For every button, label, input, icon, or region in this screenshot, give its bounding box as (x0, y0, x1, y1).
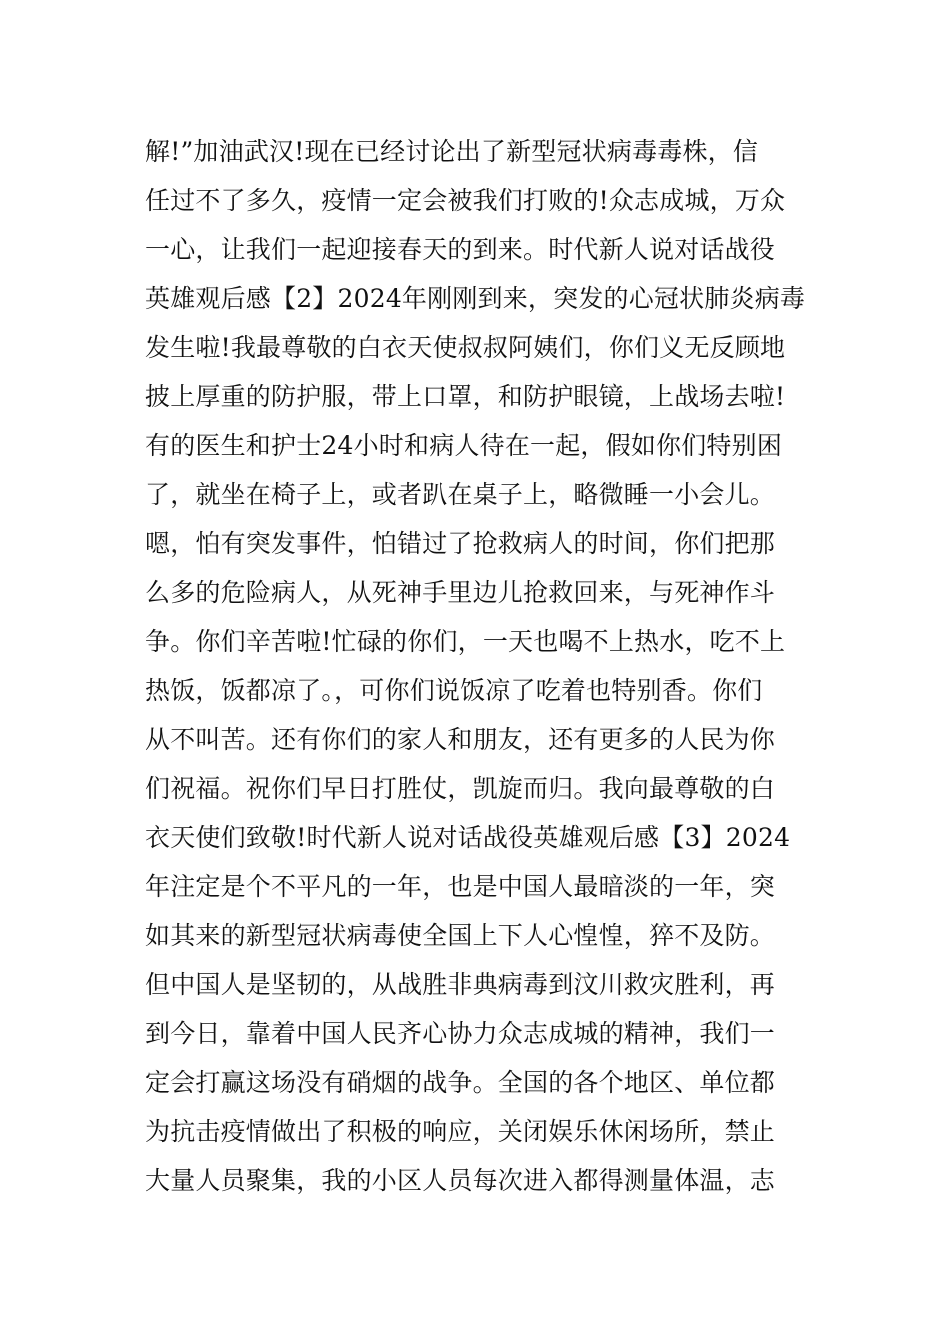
text-line: 但中国人是坚韧的，从战胜非典病毒到汶川救灾胜利，再 (145, 970, 776, 999)
text-line: 么多的危险病人，从死神手里边儿抢救回来，与死神作斗 (145, 578, 776, 607)
text-line: 衣天使们致敬!时代新人说对话战役英雄观后感【3】2024 (145, 823, 791, 852)
text-line: 大量人员聚集，我的小区人员每次进入都得测量体温，志 (145, 1166, 776, 1195)
text-line: 披上厚重的防护服，带上口罩，和防护眼镜，上战场去啦! (145, 382, 786, 411)
text-line: 了，就坐在椅子上，或者趴在桌子上，略微睡一小会儿。 (145, 480, 776, 509)
text-line: 从不叫苦。还有你们的家人和朋友，还有更多的人民为你 (145, 725, 776, 754)
text-line: 们祝福。祝你们早日打胜仗，凯旋而归。我向最尊敬的白 (145, 774, 776, 803)
text-line: 解!”加油武汉!现在已经讨论出了新型冠状病毒毒株，信 (145, 137, 759, 166)
text-line: 定会打赢这场没有硝烟的战争。全国的各个地区、单位都 (145, 1068, 776, 1097)
text-line: 争。你们辛苦啦!忙碌的你们，一天也喝不上热水，吃不上 (145, 627, 786, 656)
text-line: 任过不了多久，疫情一定会被我们打败的!众志成城，万众 (145, 186, 786, 215)
text-line: 年注定是个不平凡的一年，也是中国人最暗淡的一年，突 (145, 872, 776, 901)
text-line: 如其来的新型冠状病毒使全国上下人心惶惶，猝不及防。 (145, 921, 776, 950)
text-line: 到今日，靠着中国人民齐心协力众志成城的精神，我们一 (145, 1019, 776, 1048)
text-line: 一心，让我们一起迎接春天的到来。时代新人说对话战役 (145, 235, 776, 264)
text-line: 为抗击疫情做出了积极的响应，关闭娱乐休闲场所，禁止 (145, 1117, 776, 1146)
body-text (145, 127, 825, 1205)
text-line: 热饭，饭都凉了。，可你们说饭凉了吃着也特别香。你们 (145, 676, 763, 705)
text-line: 英雄观后感【2】2024年刚刚到来，突发的心冠状肺炎病毒 (145, 284, 806, 313)
text-line: 有的医生和护士24小时和病人待在一起，假如你们特别困 (145, 431, 783, 460)
text-line: 嗯，怕有突发事件，怕错过了抢救病人的时间，你们把那 (145, 529, 776, 558)
text-line: 发生啦!我最尊敬的白衣天使叔叔阿姨们，你们义无反顾地 (145, 333, 786, 362)
